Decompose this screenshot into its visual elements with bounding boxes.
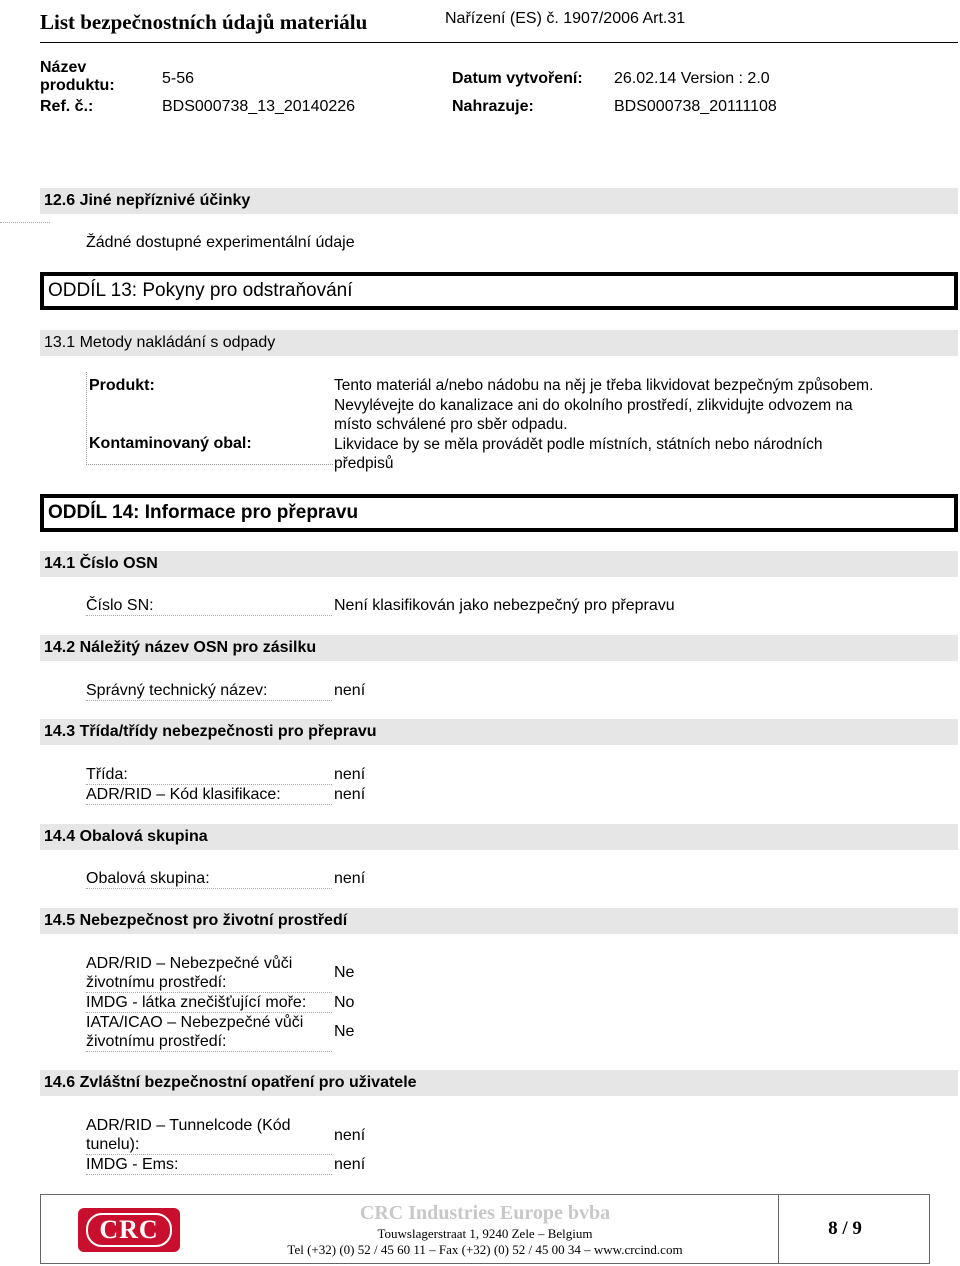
tunnel-code-value: není [334, 1127, 366, 1144]
product-name-label-line1: Název [40, 59, 87, 76]
created-label: Datum vytvoření: [452, 70, 583, 87]
disposal-text [334, 376, 873, 474]
packing-group-value: není [334, 870, 366, 887]
un-number-value: Není klasifikován jako nebezpečný pro přepravu [334, 597, 675, 614]
section-14-header: ODDÍL 14: Informace pro přepravu [40, 494, 958, 532]
product-name-value: 5-56 [162, 70, 195, 87]
header-divider [40, 42, 958, 43]
company-address: Touwslagerstraat 1, 9240 Zele – Belgium [377, 1226, 593, 1241]
iata-env-hazard-label-line2: životnímu prostředí: [86, 1033, 227, 1050]
dotted-rule [0, 222, 50, 223]
company-name: CRC Industries Europe bvba [359, 1202, 611, 1224]
section-13-header: ODDÍL 13: Pokyny pro odstraňování [40, 272, 958, 310]
page-number: 8 / 9 [828, 1218, 862, 1239]
imdg-ems-label: IMDG - Ems: [86, 1155, 332, 1175]
imdg-ems-value: není [334, 1156, 366, 1173]
technical-name-value: není [334, 682, 366, 699]
subsection-14-4-title: 14.4 Obalová skupina [40, 824, 958, 850]
subsection-14-5-title: 14.5 Nebezpečnost pro životní prostředí [40, 908, 958, 934]
tunnel-code-label-line1: ADR/RID – Tunnelcode (Kód [86, 1117, 291, 1134]
disposal-text-line: Tento materiál a/nebo nádobu na něj je třeba likvidovat bezpečným způsobem. [334, 377, 874, 394]
class-label: Třída: [86, 765, 332, 785]
class-value: není [334, 766, 366, 783]
contaminated-packaging-label: Kontaminovaný obal: [89, 435, 252, 452]
subsection-14-1-title: 14.1 Číslo OSN [40, 551, 958, 577]
marine-pollutant-value: No [334, 994, 355, 1011]
packing-group-label: Obalová skupina: [86, 869, 332, 889]
ref-label: Ref. č.: [40, 98, 94, 115]
classification-code-label: ADR/RID – Kód klasifikace: [86, 785, 332, 805]
disposal-text-line: Nevylévejte do kanalizace ani do okolního prostředí, zlikvidujte odvozem na [334, 396, 853, 414]
product-name-label [40, 59, 115, 95]
created-value: 26.02.14 Version : 2.0 [614, 70, 770, 87]
document-title: List bezpečnostních údajů materiálu [40, 10, 368, 34]
subsection-14-3-title: 14.3 Třída/třídy nebezpečnosti pro přepravu [40, 719, 958, 745]
marine-pollutant-label: IMDG - látka znečišťující moře: [86, 993, 332, 1013]
disposal-text-line: předpisů [334, 455, 394, 472]
adr-env-hazard-label-line1: ADR/RID – Nebezpečné vůči [86, 955, 293, 972]
disposal-text-line: místo schválené pro sběr odpadu. [334, 416, 568, 433]
regulation-reference: Nařízení (ES) č. 1907/2006 Art.31 [445, 10, 686, 27]
technical-name-label: Správný technický název: [86, 681, 332, 701]
ref-value: BDS000738_13_20140226 [162, 98, 356, 115]
adr-env-hazard-label-line2: životnímu prostředí: [86, 974, 227, 991]
disposal-text-line: Likvidace by se měla provádět podle místních, státních nebo národních [334, 435, 823, 453]
subsection-14-6-title: 14.6 Zvláštní bezpečnostní opatření pro uživatele [40, 1070, 958, 1096]
replaces-value: BDS000738_20111108 [614, 98, 777, 115]
iata-env-hazard-value: Ne [334, 1023, 355, 1040]
replaces-label: Nahrazuje: [452, 98, 534, 115]
iata-env-hazard-label-line1: IATA/ICAO – Nebezpečné vůči [86, 1014, 304, 1031]
subsection-14-2-title: 14.2 Náležitý název OSN pro zásilku [40, 635, 958, 661]
adr-env-hazard-value: Ne [334, 964, 355, 981]
company-contact: Tel (+32) (0) 52 / 45 60 11 – Fax (+32) (0) 52 / 45 00 34 – www.crcind.com [287, 1242, 683, 1257]
crc-logo-text: CRC [86, 1213, 172, 1247]
subsection-13-1-title: 13.1 Metody nakládání s odpady [40, 330, 958, 356]
subsection-12-6-title: 12.6 Jiné nepříznivé účinky [40, 188, 958, 214]
iata-env-hazard-label [86, 1013, 332, 1052]
product-name-label-line2: produktu: [40, 77, 115, 94]
classification-code-value: není [334, 786, 366, 803]
adr-env-hazard-label [86, 954, 332, 993]
tunnel-code-label-line2: tunelu): [86, 1136, 140, 1153]
subsection-12-6-text: Žádné dostupné experimentální údaje [86, 234, 355, 251]
produkt-label: Produkt: [89, 377, 155, 394]
un-number-label: Číslo SN: [86, 596, 332, 616]
tunnel-code-label [86, 1116, 332, 1155]
